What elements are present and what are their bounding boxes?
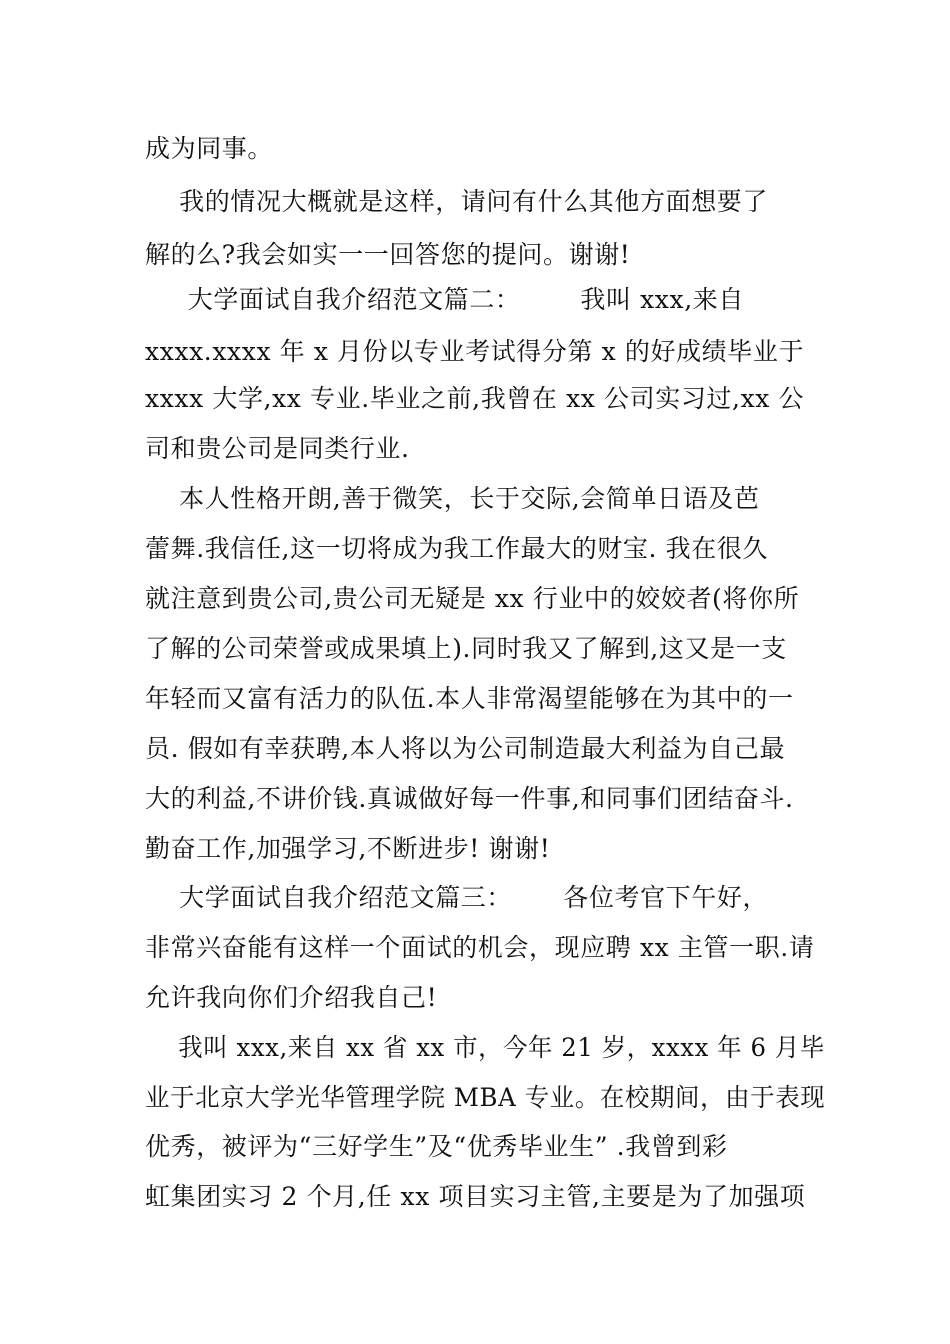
text-line: 优秀，被评为“三好学生”及“优秀毕业生” .我曾到彩 [145, 1132, 728, 1161]
text-line: 大学面试自我介绍范文篇三： 各位考官下午好， [145, 883, 769, 912]
text-line: 虹集团实习 2 个月,任 xx 项目实习主管,主要是为了加强项 [145, 1182, 806, 1211]
text-line: 年轻而又富有活力的队伍.本人非常渴望能够在为其中的一 [145, 684, 794, 713]
text-line: 司和贵公司是同类行业. [145, 434, 410, 463]
text-line: 业于北京大学光华管理学院 MBA 专业。在校期间，由于表现 [145, 1083, 826, 1112]
text-line: 我的情况大概就是这样，请问有什么其他方面想要了 [145, 187, 768, 216]
text-line: 员. 假如有幸获聘,本人将以为公司制造最大利益为自己最 [145, 734, 786, 763]
text-line: 蕾舞.我信任,这一切将成为我工作最大的财宝. 我在很久 [145, 534, 768, 563]
text-line: 大学面试自我介绍范文篇二： 我叫 xxx,来自 [145, 285, 744, 314]
text-line: 允许我向你们介绍我自己! [145, 983, 438, 1012]
text-line: 解的么?我会如实一一回答您的提问。谢谢! [145, 240, 631, 269]
text-line: xxxx 大学,xx 专业.毕业之前,我曾在 xx 公司实习过,xx 公 [145, 384, 805, 413]
text-line: 我叫 xxx,来自 xx 省 xx 市，今年 21 岁，xxxx 年 6 月毕 [145, 1033, 825, 1062]
text-line: 就注意到贵公司,贵公司无疑是 xx 行业中的姣姣者(将你所 [145, 584, 800, 613]
text-line: 了解的公司荣誉或成果填上).同时我又了解到,这又是一支 [145, 634, 787, 663]
text-line: 勤奋工作,加强学习,不断进步! 谢谢! [145, 834, 551, 863]
text-line: xxxx.xxxx 年 x 月份以专业考试得分第 x 的好成绩毕业于 [145, 337, 805, 366]
text-line: 非常兴奋能有这样一个面试的机会，现应聘 xx 主管一职.请 [145, 933, 815, 962]
text-line: 本人性格开朗,善于微笑，长于交际,会简单日语及芭 [145, 484, 760, 513]
text-line: 成为同事。 [145, 134, 274, 163]
text-line: 大的利益,不讲价钱.真诚做好每一件事,和同事们团结奋斗. [145, 784, 794, 813]
